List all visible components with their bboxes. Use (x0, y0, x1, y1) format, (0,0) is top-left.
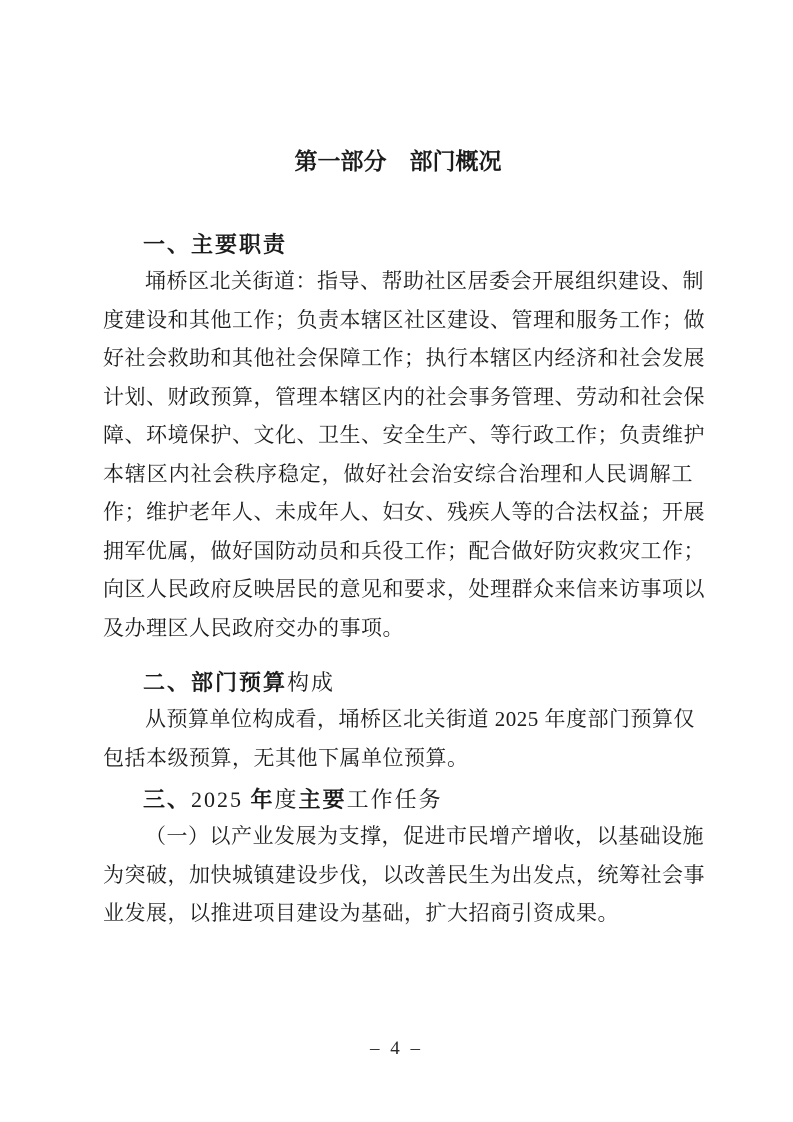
heading-text-regular: 构成 (287, 670, 336, 695)
paragraph-main-duties (103, 262, 705, 647)
heading-text-bold: 主要 (298, 787, 347, 812)
page-number: – 4 – (370, 1038, 423, 1059)
paragraph-line: 包括本级预算，无其他下属单位预算。 (103, 745, 469, 770)
heading-text-bold: 年 (250, 787, 275, 812)
paragraph-line: 计划、财政预算，管理本辖区内的社会事务管理、劳动和社会保 (103, 384, 705, 409)
paragraph-line: 障、环境保护、文化、卫生、安全生产、等行政工作；负责维护 (103, 423, 705, 447)
paragraph-line: 本辖区内社会秩序稳定，做好社会治安综合治理和人民调解工 (103, 461, 693, 486)
heading-text-regular: 工作任务 (346, 787, 443, 812)
paragraph-work-tasks (103, 817, 705, 933)
document-title: 第一部分 部门概况 (294, 148, 502, 174)
page-content (103, 0, 705, 933)
paragraph-line: 好社会救助和其他社会保障工作；执行本辖区内经济和社会发展 (103, 346, 705, 370)
paragraph-line: 从预算单位构成看，埇桥区北关街道 2025 年度部门预算仅 (145, 707, 695, 731)
section-heading-main-duties: 一、主要职责 (143, 232, 288, 257)
section-heading-budget-composition (103, 669, 693, 697)
heading-text-regular: 度 (274, 787, 299, 812)
heading-text-regular: 2025 (191, 787, 251, 812)
section-heading-work-tasks (103, 786, 693, 814)
paragraph-line: 拥军优属，做好国防动员和兵役工作；配合做好防灾救灾工作； (103, 538, 705, 563)
paragraph-line: 为突破，加快城镇建设步伐，以改善民生为出发点，统筹社会事 (103, 862, 705, 887)
heading-text-bold: 三、 (143, 787, 192, 812)
paragraph-line: 度建设和其他工作；负责本辖区社区建设、管理和服务工作；做 (103, 307, 705, 332)
paragraph-line: 向区人民政府反映居民的意见和要求，处理群众来信来访事项以 (103, 577, 705, 601)
paragraph-line: （一）以产业发展为支撑，促进市民增产增收，以基础设施 (145, 824, 704, 848)
paragraph-line: 及办理区人民政府交办的事项。 (103, 615, 404, 640)
paragraph-line: 业发展，以推进项目建设为基础，扩大招商引资成果。 (103, 901, 619, 925)
paragraph-line: 作；维护老年人、未成年人、妇女、残疾人等的合法权益；开展 (103, 500, 705, 524)
paragraph-budget-composition (103, 700, 693, 777)
heading-text-bold: 二、部门预算 (143, 670, 288, 695)
paragraph-line: 埇桥区北关街道：指导、帮助社区居委会开展组织建设、制 (145, 269, 704, 293)
